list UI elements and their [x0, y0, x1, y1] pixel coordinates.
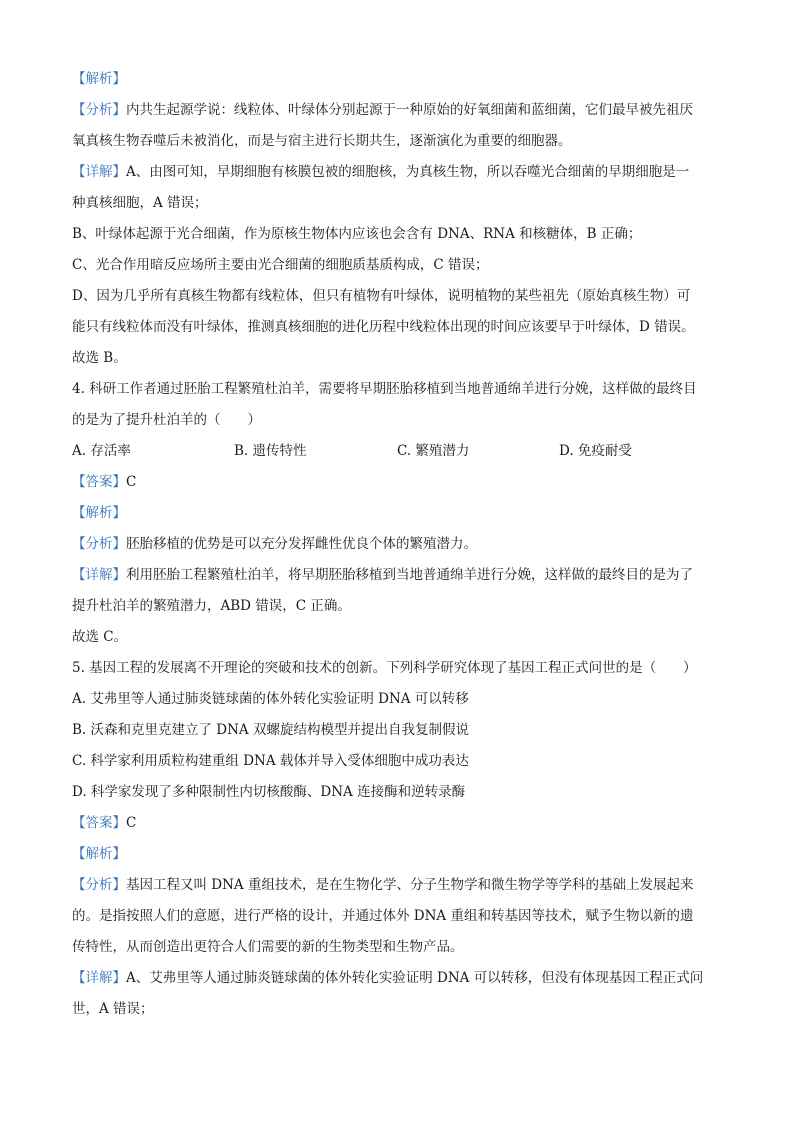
text-line	[72, 994, 722, 1025]
line-text: 故选 C。	[72, 629, 128, 645]
line-text: 能只有线粒体而没有叶绿体，推测真核细胞的进化历程中线粒体出现的时间应该要早于叶绿体，D 错误。	[72, 319, 695, 335]
text-block-q3-analysis	[72, 64, 722, 436]
text-line	[72, 715, 722, 746]
text-line	[72, 467, 722, 498]
line-text: 的。是指按照人们的意愿，进行严格的设计，并通过体外 DNA 重组和转基因等技术，赋予生物以新的遗	[72, 908, 694, 924]
text-block-q4-q5	[72, 467, 722, 1025]
text-line	[72, 64, 722, 95]
line-text: 利用胚胎工程繁殖杜泊羊，将早期胚胎移植到当地普通绵羊进行分娩，这样做的最终目的是为了	[126, 567, 693, 583]
section-tag: 【分析】	[72, 102, 126, 118]
text-line	[72, 901, 722, 932]
section-tag: 【详解】	[72, 164, 126, 180]
line-text: D、因为几乎所有真核生物都有线粒体，但只有植物有叶绿体，说明植物的某些祖先（原始真核生物）可	[72, 288, 691, 304]
text-line	[72, 963, 722, 994]
line-text: C	[126, 815, 137, 831]
text-line	[72, 932, 722, 963]
section-tag: 【详解】	[72, 567, 126, 583]
section-tag: 【详解】	[72, 970, 126, 986]
text-line	[72, 591, 722, 622]
section-tag: 【分析】	[72, 877, 126, 893]
text-line	[72, 95, 722, 126]
q4-option-a: A. 存活率	[72, 443, 131, 459]
text-line	[72, 250, 722, 281]
text-line	[72, 281, 722, 312]
line-text: C	[126, 474, 137, 490]
q4-option-c: C. 繁殖潜力	[397, 443, 470, 459]
section-tag: 【解析】	[72, 505, 126, 521]
line-text: 故选 B。	[72, 350, 127, 366]
line-text: 内共生起源学说：线粒体、叶绿体分别起源于一种原始的好氧细菌和蓝细菌，它们最早被先祖厌	[126, 102, 693, 118]
text-line	[72, 312, 722, 343]
text-line	[72, 498, 722, 529]
line-text: 4. 科研工作者通过胚胎工程繁殖杜泊羊，需要将早期胚胎移植到当地普通绵羊进行分娩，这样做的最终目	[72, 381, 697, 397]
line-text: B. 沃森和克里克建立了 DNA 双螺旋结构模型并提出自我复制假说	[72, 722, 469, 738]
text-line	[72, 653, 722, 684]
section-tag: 【答案】	[72, 815, 126, 831]
line-text: 提升杜泊羊的繁殖潜力，ABD 错误，C 正确。	[72, 598, 351, 614]
line-text: 胚胎移植的优势是可以充分发挥雌性优良个体的繁殖潜力。	[126, 536, 477, 552]
text-line	[72, 405, 722, 436]
line-text: 氧真核生物吞噬后未被消化，而是与宿主进行长期共生，逐渐演化为重要的细胞器。	[72, 133, 572, 149]
text-line	[72, 839, 722, 870]
line-text: 传特性，从而创造出更符合人们需要的新的生物类型和生物产品。	[72, 939, 464, 955]
text-line	[72, 343, 722, 374]
text-line	[72, 746, 722, 777]
text-line	[72, 622, 722, 653]
text-line	[72, 777, 722, 808]
section-tag: 【解析】	[72, 71, 126, 87]
line-text: 世，A 错误；	[72, 1001, 154, 1017]
line-text: A. 艾弗里等人通过肺炎链球菌的体外转化实验证明 DNA 可以转移	[72, 691, 469, 707]
q4-options	[72, 436, 722, 467]
text-line	[72, 188, 722, 219]
text-line	[72, 684, 722, 715]
line-text: 种真核细胞，A 错误；	[72, 195, 208, 211]
section-tag: 【分析】	[72, 536, 126, 552]
line-text: 基因工程又叫 DNA 重组技术，是在生物化学、分子生物学和微生物学等学科的基础上发展起来	[126, 877, 694, 893]
text-line	[72, 870, 722, 901]
text-line	[72, 808, 722, 839]
section-tag: 【解析】	[72, 846, 126, 862]
text-line	[72, 529, 722, 560]
line-text: 的是为了提升杜泊羊的（ ）	[72, 412, 261, 428]
line-text: A、由图可知，早期细胞有核膜包被的细胞核，为真核生物，所以吞噬光合细菌的早期细胞是一	[126, 164, 690, 180]
line-text: 5. 基因工程的发展离不开理论的突破和技术的创新。下列科学研究体现了基因工程正式问世的是（ ）	[72, 660, 697, 676]
text-line	[72, 374, 722, 405]
text-line	[72, 126, 722, 157]
section-tag: 【答案】	[72, 474, 126, 490]
text-line	[72, 219, 722, 250]
line-text: A、艾弗里等人通过肺炎链球菌的体外转化实验证明 DNA 可以转移，但没有体现基因工程正式问	[126, 970, 704, 986]
line-text: B、叶绿体起源于光合细菌，作为原核生物体内应该也会含有 DNA、RNA 和核糖体，B 正确；	[72, 226, 642, 242]
line-text: C. 科学家利用质粒构建重组 DNA 载体并导入受体细胞中成功表达	[72, 753, 469, 769]
text-line	[72, 560, 722, 591]
text-line	[72, 157, 722, 188]
q4-option-b: B. 遗传特性	[234, 443, 307, 459]
q4-option-d: D. 免疫耐受	[559, 443, 632, 459]
document-page	[72, 64, 722, 1025]
line-text: D. 科学家发现了多种限制性内切核酸酶、DNA 连接酶和逆转录酶	[72, 784, 466, 800]
line-text: C、光合作用暗反应场所主要由光合细菌的细胞质基质构成，C 错误；	[72, 257, 489, 273]
